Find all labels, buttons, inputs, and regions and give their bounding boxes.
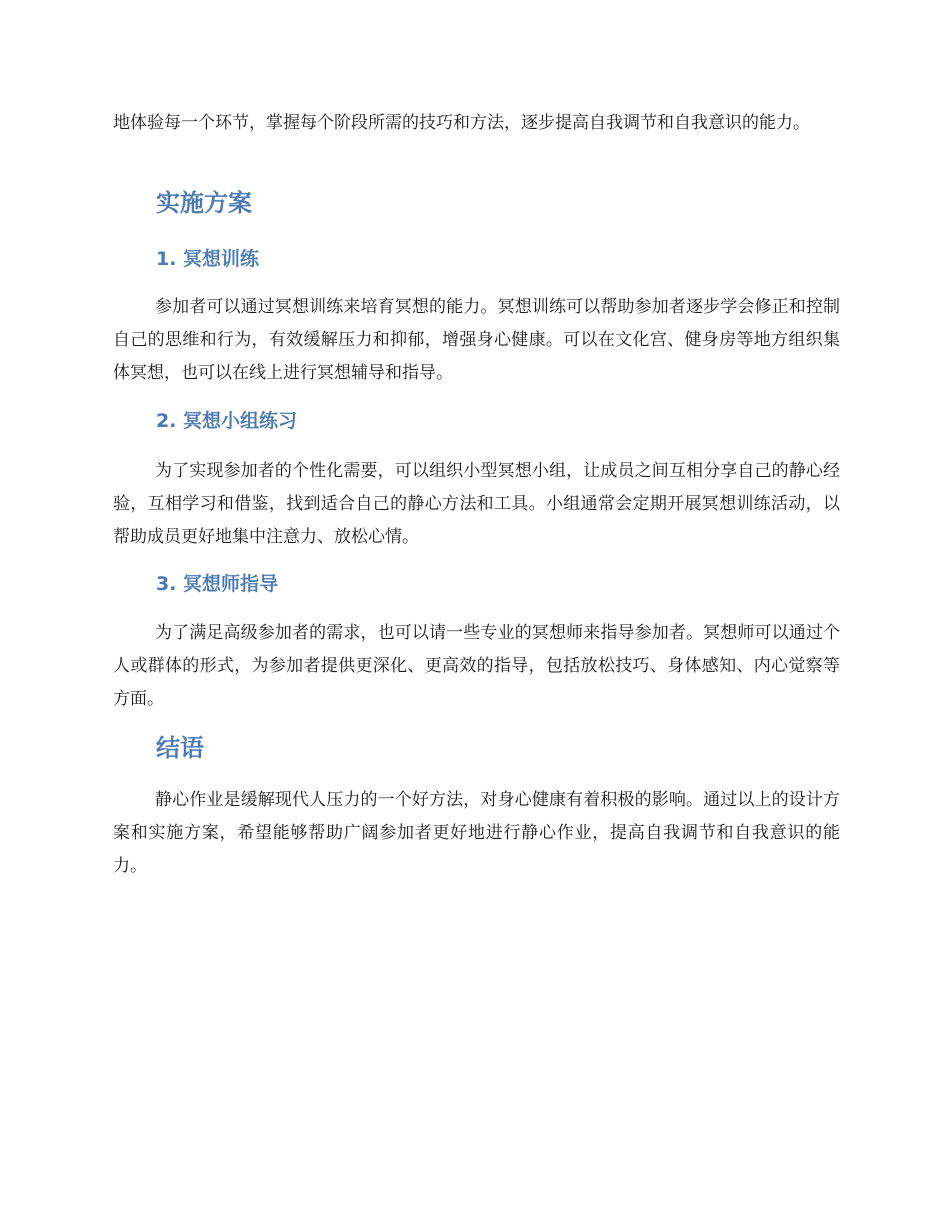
subsection-heading-meditation-training: 1. 冥想训练: [156, 248, 260, 270]
intro-paragraph-tail: 地体验每一个环节，掌握每个阶段所需的技巧和方法，逐步提高自我调节和自我意识的能力。: [113, 113, 810, 133]
paragraph-conclusion: 静心作业是缓解现代人压力的一个好方法，对身心健康有着积极的影响。通过以上的设计方案和实施方案，希望能够帮助广阔参加者更好地进行静心作业，提高自我调节和自我意识的能力。: [113, 790, 840, 876]
paragraph-meditation-training: 参加者可以通过冥想训练来培育冥想的能力。冥想训练可以帮助参加者逐步学会修正和控制自己的思维和行为，有效缓解压力和抑郁，增强身心健康。可以在文化宫、健身房等地方组织集体冥想，也可以在线上进行冥想辅导和指导。: [113, 297, 840, 383]
paragraph-teacher-guidance: 为了满足高级参加者的需求，也可以请一些专业的冥想师来指导参加者。冥想师可以通过个人或群体的形式，为参加者提供更深化、更高效的指导，包括放松技巧、身体感知、内心觉察等方面。: [113, 623, 840, 709]
section-heading-implementation: 实施方案: [156, 189, 252, 217]
subsection-heading-group-practice: 2. 冥想小组练习: [156, 410, 298, 432]
paragraph-group-practice: 为了实现参加者的个性化需要，可以组织小型冥想小组，让成员之间互相分享自己的静心经验，互相学习和借鉴，找到适合自己的静心方法和工具。小组通常会定期开展冥想训练活动，以帮助成员更好地集中注意力、放松心情。: [113, 461, 840, 547]
subsection-heading-teacher-guidance: 3. 冥想师指导: [156, 573, 279, 595]
section-heading-conclusion: 结语: [156, 734, 204, 762]
